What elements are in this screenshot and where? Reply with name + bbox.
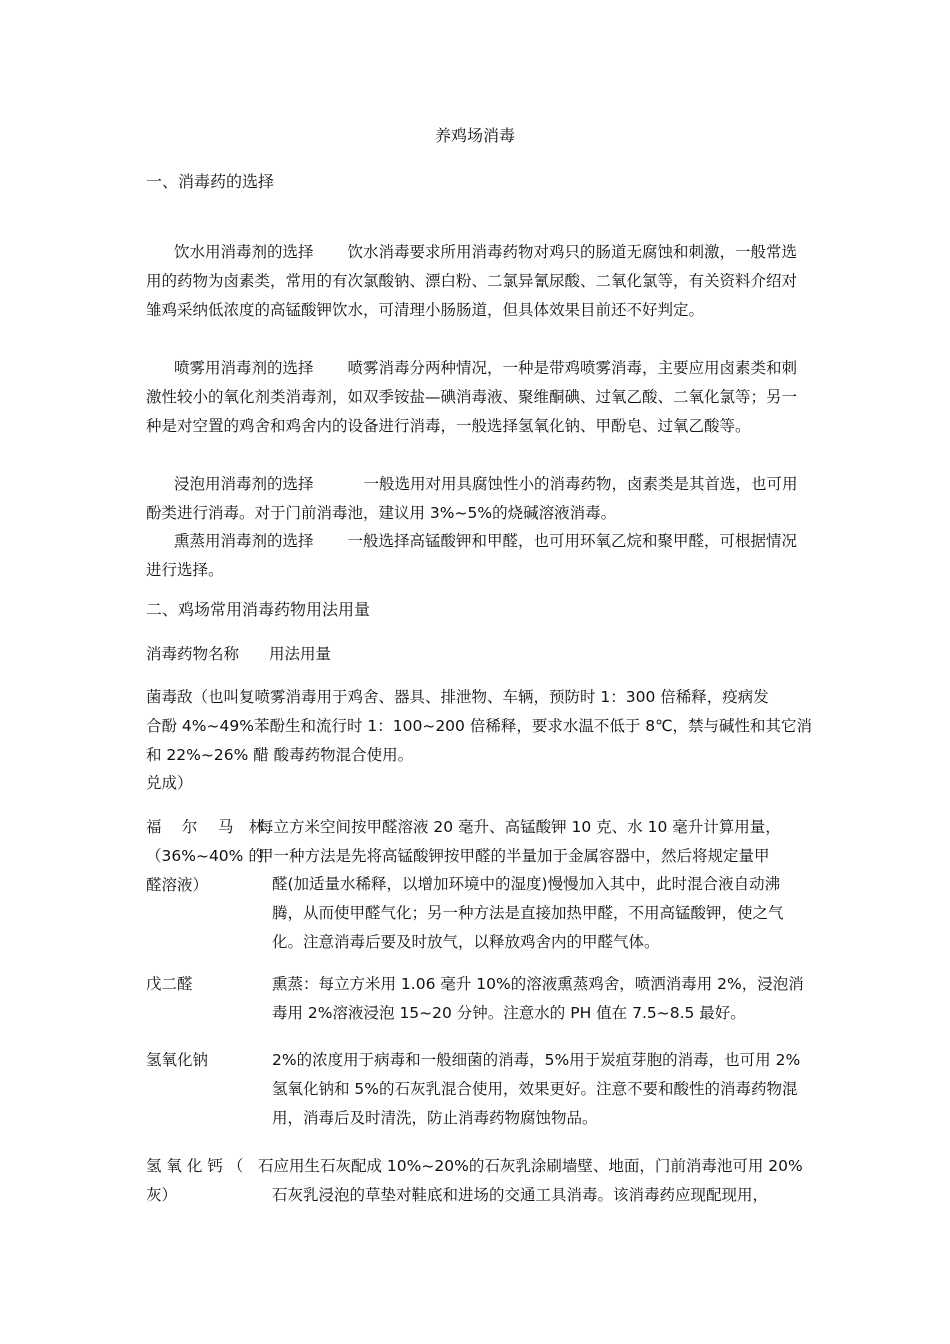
table-header [146, 644, 331, 664]
row-line: 和 22%~26% 醋 酸毒药物混合使用。 [146, 746, 414, 764]
row-line: 菌毒敌（也叫复喷雾消毒用于鸡舍、器具、排泄物、车辆，预防时 1：300 倍稀释，疫病发 [146, 688, 769, 706]
row-name: 戊二醛 [146, 975, 193, 993]
row-desc: 醛(加适量水稀释，以增加环境中的湿度)慢慢加入其中，此时混合液自动沸腾，从而使甲醛气化；另一种方法是直接加热甲醛，不用高锰酸钾，使之气化。注意消毒后要及时放气，以释放鸡舍内的甲醛气体。 [272, 875, 784, 951]
paragraph-drinking-water [146, 238, 808, 325]
paragraph-text: 饮水消毒要求所用消毒药物对鸡只的肠道无腐蚀和刺激，一般常选用的药物为卤素类，常用的有次氯酸钠、漂白粉、二氯异氰尿酸、二氧化氯等，有关资料介绍对雏鸡采纳低浓度的高锰酸钾饮水，可清理小肠肠道，但具体效果目前还不好判定。 [146, 243, 798, 319]
row-desc-line: 石灰乳浸泡的草垫对鞋底和进场的交通工具消毒。该消毒药应现配现用， [272, 1186, 769, 1204]
paragraph-label: 浸泡用消毒剂的选择 [174, 475, 314, 493]
row-name-line: 醛溶液） [146, 876, 209, 894]
paragraph-soak [146, 470, 808, 528]
row-name-line: 灰） [146, 1186, 178, 1204]
column-header-name: 消毒药物名称 [146, 645, 240, 663]
paragraph-label: 饮水用消毒剂的选择 [174, 243, 314, 261]
paragraph-label: 熏蒸用消毒剂的选择 [174, 532, 314, 550]
paragraph-spray [146, 354, 808, 441]
row-name: 氢氧化钠 [146, 1051, 209, 1069]
paragraph-text: 一般选择高锰酸钾和甲醛，也可用环氧乙烷和聚甲醛，可根据情况进行选择。 [146, 532, 798, 579]
row-line: 合酚 4%~49%苯酚生和流行时 1：100~200 倍稀释，要求水温不低于 8℃，禁与碱性和其它消 [146, 717, 813, 735]
paragraph-text: 一般选用对用具腐蚀性小的消毒药物，卤素类是其首选，也可用酚类进行消毒。对于门前消毒池，建议用 3%~5%的烧碱溶液消毒。 [146, 475, 798, 522]
row-name-line: （36%~40% 的 [146, 847, 264, 865]
row-desc: 熏蒸：每立方米用 1.06 毫升 10%的溶液熏蒸鸡舍，喷洒消毒用 2%，浸泡消毒用 2%溶液浸泡 15~20 分钟。注意水的 PH 值在 7.5~8.5 最好。 [272, 975, 804, 1022]
row-desc-line: 每立方米空间按甲醛溶液 20 毫升、高锰酸钾 10 克、水 10 毫升计算用量， [258, 818, 781, 836]
paragraph-text: 喷雾消毒分两种情况，一种是带鸡喷雾消毒，主要应用卤素类和刺激性较小的氧化剂类消毒剂，如双季铵盐—碘消毒液、聚维酮碘、过氧乙酸、二氧化氯等；另一种是对空置的鸡舍和鸡舍内的设备进行消毒，一般选择氢氧化钠、甲酚皂、过氧乙酸等。 [146, 359, 798, 435]
page-title: 养鸡场消毒 [434, 126, 515, 145]
column-header-usage: 用法用量 [269, 645, 332, 663]
row-name-line: 氢 氧 化 钙 （ [146, 1157, 244, 1175]
row-desc-line: 石应用生石灰配成 10%~20%的石灰乳涂刷墙壁、地面，门前消毒池可用 20% [258, 1157, 803, 1175]
row-line: 兑成） [146, 774, 193, 792]
section1-heading: 一、消毒药的选择 [146, 172, 275, 191]
row-name-line: 福 尔 马 林 [146, 818, 265, 836]
paragraph-fumigation [146, 527, 808, 585]
paragraph-label: 喷雾用消毒剂的选择 [174, 359, 314, 377]
section2-heading: 二、鸡场常用消毒药物用法用量 [146, 600, 371, 619]
row-desc-line: 甲一种方法是先将高锰酸钾按甲醛的半量加于金属容器中，然后将规定量甲 [258, 847, 770, 865]
row-desc: 2%的浓度用于病毒和一般细菌的消毒，5%用于炭疽芽胞的消毒，也可用 2%氢氧化钠和 5%的石灰乳混合使用，效果更好。注意不要和酸性的消毒药物混用，消毒后及时清洗，防止消毒药物腐蚀物品。 [272, 1051, 801, 1127]
